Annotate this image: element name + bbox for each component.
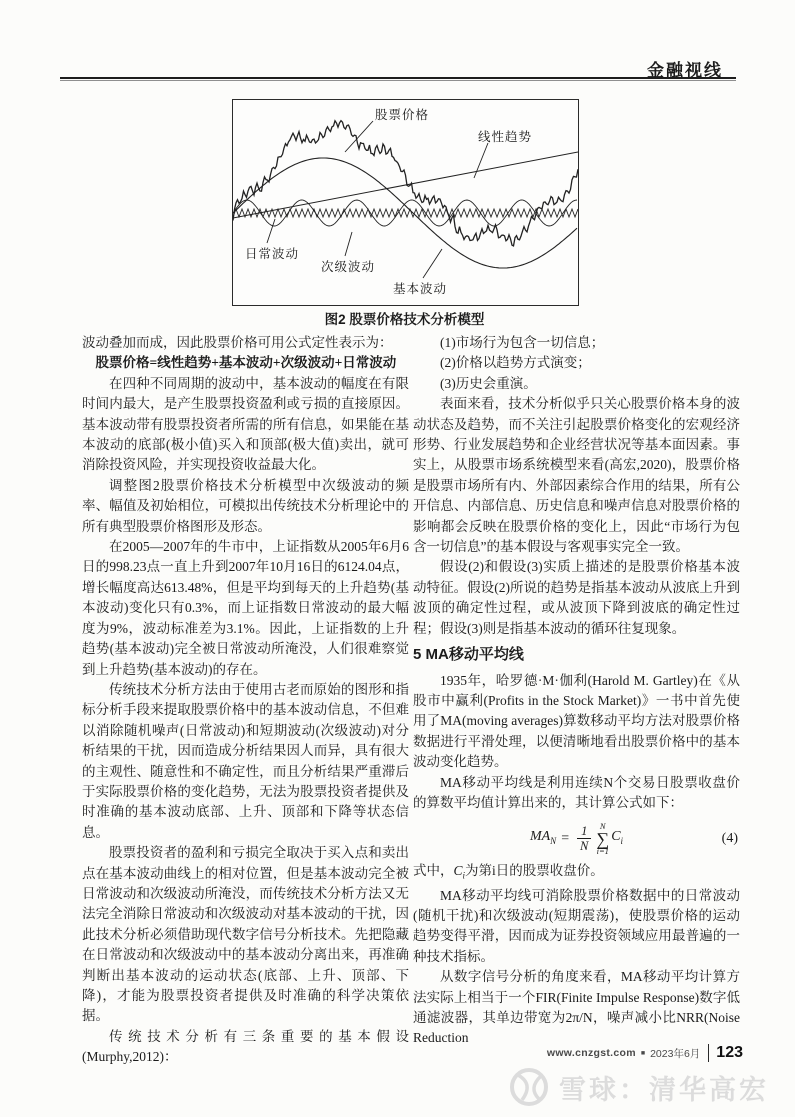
price-equation-line: 股票价格=线性趋势+基本波动+次级波动+日常波动 <box>95 355 397 371</box>
ma-formula <box>413 822 740 855</box>
figure-label-secondary-fluctuation: 次级波动 <box>321 260 376 274</box>
paragraph: 从数字信号分析的角度来看，MA移动平均计算方法实际上相当于一个FIR(Finite Impulse Response)数字低通滤波器，其单边带宽为2π/N，噪声减小比NRR(Noise Reduction <box>413 969 740 1046</box>
left-column <box>82 333 409 1068</box>
figure-label-linear-trend: 线性趋势 <box>478 130 533 144</box>
section-header-label: 金融视线 <box>647 61 723 80</box>
figure-label-basic-fluctuation: 基本波动 <box>393 282 448 296</box>
page-number: 123 <box>716 1044 743 1061</box>
paragraph: 1935年，哈罗德·M·伽利(Harold M. Gartley)在《从股市中赢利(Profits in the Stock Market)》一书中首先使用了MA(moving averages)算数移动平均方法对股票价格数据进行平滑处理，以便清晰地看出股票价格中的基本波动变化趋势。 <box>413 672 740 770</box>
paragraph: 在2005—2007年的牛市中，上证指数从2005年6月6日的998.23点一直上升到2007年10月16日的6124.04点，增长幅度高达613.48%，但是平均到每天的上升趋势(基本波动)变化只有0.3%，而上证指数日常波动的最大幅度为9%，波动标准差为3.1%。因此，上证指数的上升趋势(基本波动)完全被日常波动所淹没，人们很难察觉到上升趋势(基本波动)的存在。 <box>82 539 409 677</box>
paragraph: MA移动平均线可消除股票价格数据中的日常波动(随机干扰)和次级波动(短期震荡)，使股票价格的运动趋势变得平滑，因而成为证券投资领域应用最普遍的一种技术指标。 <box>413 887 740 964</box>
footer-separator-square: ■ <box>640 1049 646 1057</box>
equation-number: (4) <box>721 830 738 846</box>
header-divider-rule <box>60 77 736 81</box>
figure-leader-lines <box>267 121 488 278</box>
formula-equals: = <box>561 830 570 846</box>
figure-label-stock-price: 股票价格 <box>375 108 430 122</box>
formula-lhs: $MA_N$ <box>529 828 557 846</box>
paragraph: 假设(2)和假设(3)实质上描述的是股票价格基本波动特征。假设(2)所说的趋势是指基本波动从波底上升到波顶的确定性过程，或从波顶下降到波底的确定性过程；假设(3)则是指基本波动的循环往复现象。 <box>413 559 740 636</box>
watermark-text: 雪球：清华高宏 <box>559 1074 769 1105</box>
paragraph: 调整图2股票价格技术分析模型中次级波动的频率、幅值及初始相位，可模拟出传统技术分析理论中的所有典型股票价格图形及形态。 <box>82 477 409 534</box>
assumption-item-3: (3)历史会重演。 <box>440 375 537 391</box>
section-heading-ma: 5 MA移动平均线 <box>413 646 524 664</box>
paragraph: MA移动平均线是利用连续N个交易日股票收盘价的算数平均值计算出来的，其计算公式如下： <box>413 774 740 810</box>
paragraph: 表面来看，技术分析似乎只关心股票价格本身的波动状态及趋势，而不关注引起股票价格变化的宏观经济形势、行业发展趋势和企业经营状况等基本面因素。事实上，从股票市场系统模型来看(高宏,2020)，股票价格是股票市场所有内、外部因素综合作用的结果，所有公开信息、内部信息、历史信息和噪声信息对股票价格的影响都会反映在股票价格的变化上，因此“市场行为包含一切信息”的基本假设与客观事实完全一致。 <box>413 396 740 555</box>
figure-label-daily-fluctuation: 日常波动 <box>245 247 300 261</box>
formula-note: 式中，$C_i$为第i日的股票收盘价。 <box>413 862 604 881</box>
footer-divider <box>708 1044 709 1062</box>
formula-fraction: $\frac{1}{N}$ <box>577 825 591 853</box>
assumption-item-2: (2)价格以趋势方式演变； <box>440 355 591 371</box>
assumption-item-1: (1)市场行为包含一切信息； <box>440 335 605 350</box>
paragraph: 在四种不同周期的波动中，基本波动的幅度在有限时间内最大，是产生股票投资盈利或亏损的直接原因。基本波动带有股票投资者所需的所有信息，如果能在基本波动的底部(极小值)买入和顶部(极大值)卖出，就可消除投资风险，并实现投资收益最大化。 <box>82 375 409 473</box>
page-footer <box>547 1044 743 1062</box>
formula-term: $C_i$ <box>611 828 624 846</box>
paragraph: 波动叠加而成，因此股票价格可用公式定性表示为： <box>82 335 393 350</box>
snowball-logo-icon <box>508 1066 550 1108</box>
paragraph: 股票投资者的盈利和亏损完全取决于买入点和卖出点在基本波动曲线上的相对位置，但是基本波动完全被日常波动和次级波动所淹没，而传统技术分析方法又无法完全消除日常波动和次级波动对基本波动的干扰，因此技术分析必须借助现代数字信号分析技术。先把隐藏在日常波动和次级波动中的基本波动分离出来，再准确判断出基本波动的运动状态(底部、上升、顶部、下降)，才能为股票投资者提供及时准确的科学决策依据。 <box>82 845 409 1024</box>
right-column <box>413 333 740 1049</box>
watermark <box>508 1066 769 1108</box>
footer-website: www.cnzgst.com <box>546 1047 636 1059</box>
figure-caption: 图2 股票价格技术分析模型 <box>324 312 485 327</box>
figure-stock-price-model <box>232 99 579 306</box>
paragraph: 传统技术分析方法由于使用古老而原始的图形和指标分析手段来提取股票价格中的基本波动信息，不但难以消除随机噪声(日常波动)和短期波动(次级波动)对分析结果的干扰，因而造成分析结果因人而异，具有很大的主观性、随意性和不确定性，而且分析结果严重滞后于实际股票价格的变化趋势，无法为股票投资者提供及时准确的基本波动底部、上升、顶部和下降等状态信息。 <box>82 681 409 840</box>
footer-date: 2023年6月 <box>650 1047 701 1060</box>
formula-sigma: N ∑ i=1 <box>596 821 610 857</box>
paragraph: 传统技术分析有三条重要的基本假设(Murphy,2012)： <box>82 1028 409 1065</box>
